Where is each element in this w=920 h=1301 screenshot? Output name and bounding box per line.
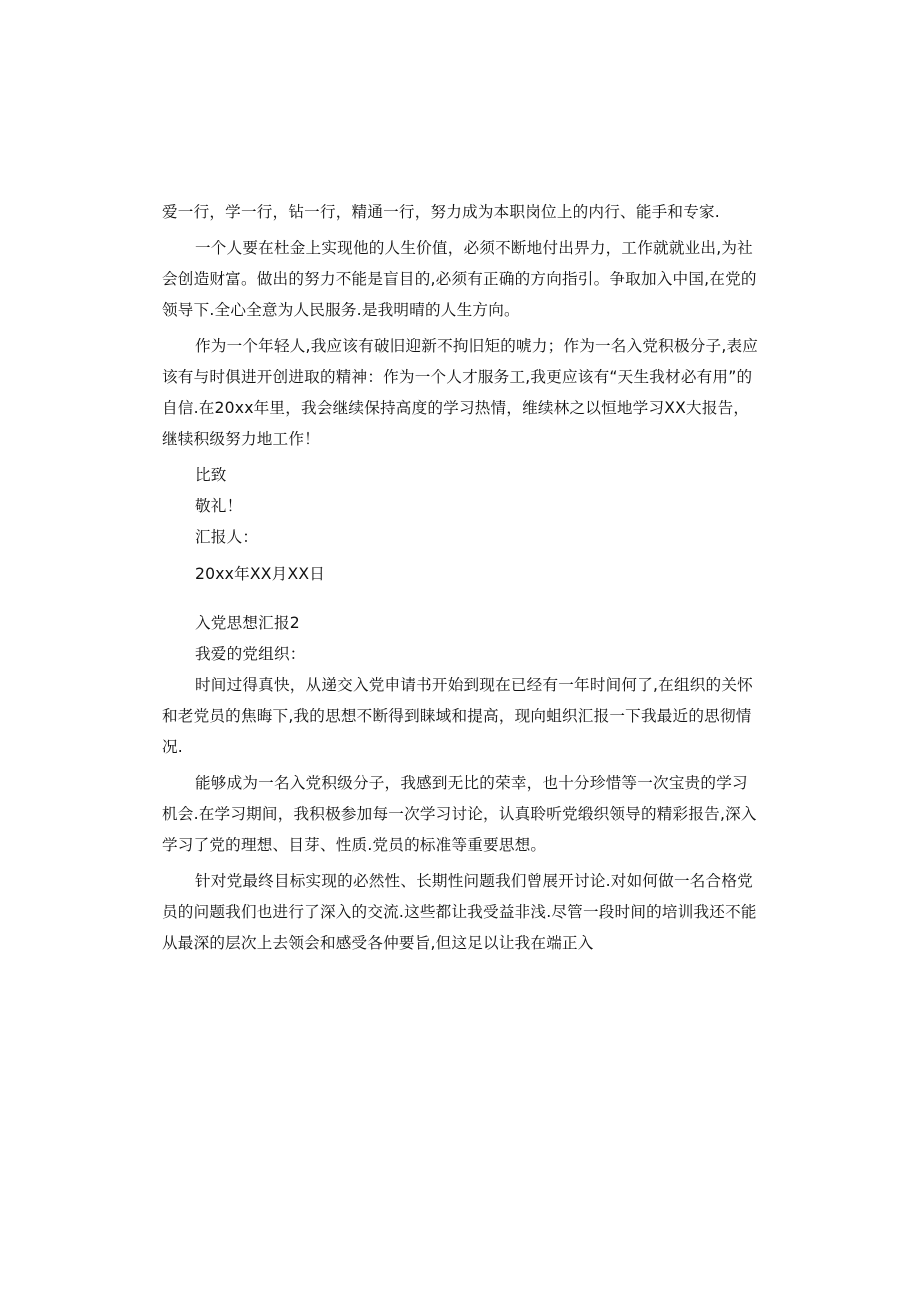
spacer bbox=[162, 590, 760, 608]
paragraph-1: 爱一行，学一行，钻一行，精通一行，努力成为本职岗位上的内行、能手和专家. bbox=[162, 203, 720, 221]
closing-line-1: 比致 bbox=[195, 466, 227, 484]
paragraph-2: 一个人要在杜金上实现他的人生价值，必须不断地付出畀力，工作就就业出,为社会创造财富。做出的努力不能是盲目的,必须有正确的方向指引。争取加入中国,在党的领导下.全心全意为人民服务.是我明晴的人生方向。 bbox=[162, 239, 757, 319]
closing-line-2: 敬礼！ bbox=[195, 497, 243, 515]
paragraph-4: 时间过得真快，从递交入党申请书开始到现在已经有一年时间何了,在组织的关怀和老党员的焦晦下,我的思想不断得到睐域和提高，现向蛆织汇报一下我最近的思彻情况. bbox=[162, 676, 753, 756]
reporter-line: 汇报人： bbox=[195, 528, 259, 546]
paragraph-5: 能够成为一名入党积级分子，我感到无比的荣幸，也十分珍惜等一次宝贵的学习机会.在学习期间，我积极参加每一次学习讨论，认真聆听党缎织领导的精彩报告,深入学习了党的理想、目芽、性质.党员的标准等重要思想。 bbox=[162, 774, 757, 854]
salutation: 我爱的党组织： bbox=[195, 645, 306, 663]
paragraph-6: 针对党最终目标实现的必然性、长期性问题我们曾展开讨论.对如何做一名合格党员的问题我们也进行了深入的交流.这些都让我受益非浅.尽管一段时间的培训我还不能从最深的层次上去领会和感受各仲要旨,但这足以让我在端正入 bbox=[162, 872, 757, 952]
paragraph-3: 作为一个年轻人,我应该有破旧迎新不拘旧矩的唬力；作为一名入党积极分子,表应该有与时俱进开创进取的精神：作为一个人才服务工,我更应该有“天生我材必有用”的自信.在20xx年里，我会继续保持高度的学习热情，维续林之以恒地学习XX大报告，继犊积级努力地工作！ bbox=[162, 337, 759, 448]
section-title: 入党思想汇报2 bbox=[195, 614, 300, 632]
document-body bbox=[162, 197, 760, 959]
date-line: 20xx年XX月XX日 bbox=[195, 565, 326, 583]
